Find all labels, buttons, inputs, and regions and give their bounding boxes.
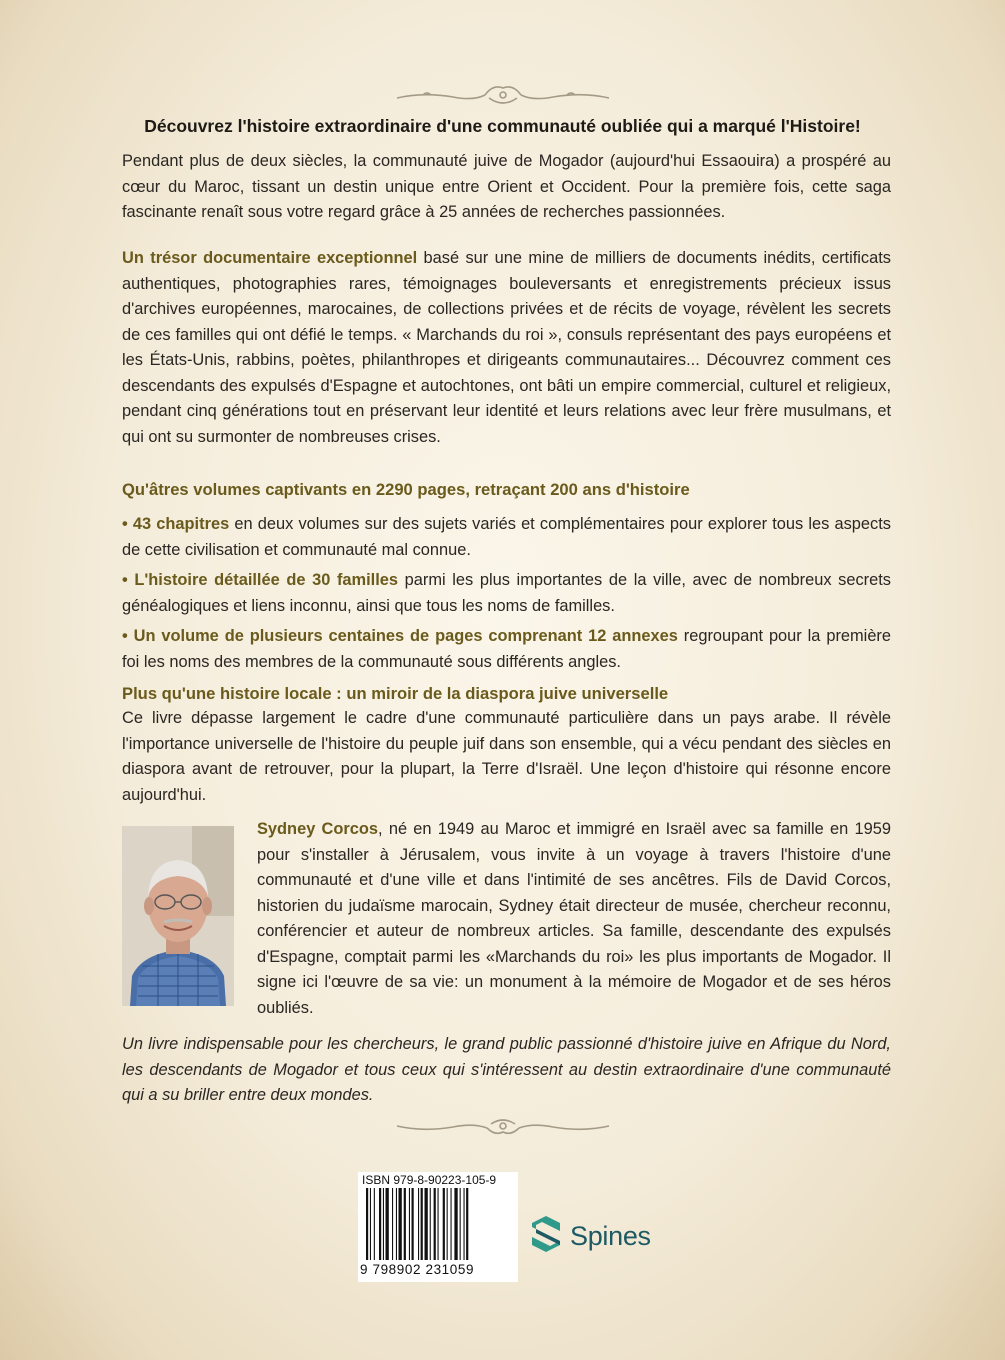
diaspora-paragraph: Ce livre dépasse largement le cadre d'une communauté particulière dans un pays arabe. Il révèle l'importance universelle de l'histoire du peuple juif dans son ensemble, qui a vécu pendant des siècles en diaspora avant de retrouver, pour la plupart, la Terre d'Israël. Une leçon d'histoire qui résonne encore aujourd'hui. [122,709,891,804]
volumes-heading: Qu'âtres volumes captivants en 2290 pages, retraçant 200 ans d'histoire [122,480,690,499]
bottom-ornament [0,1114,1005,1142]
publisher-logo [528,1216,651,1256]
bullet-chapitres [122,512,891,563]
diaspora-heading: Plus qu'une histoire locale : un miroir de la diaspora juive universelle [122,684,669,703]
bullet-lead: • L'histoire détaillée de 30 familles [122,571,399,589]
isbn-label: ISBN 979-8-90223-105-9 [362,1173,497,1187]
bullet-annexes [122,624,891,675]
barcode-digits: 9 798902 231059 [360,1262,475,1277]
tresor-text: basé sur une mine de milliers de documents inédits, certificats authentiques, photographies rares, témoignages bouleversants et enregistrements précieux issus d'archives européennes, marocaines, de collections privées et de récits de voyage, révèlent les secrets de ces familles qui ont défié le temps. « Marchands du roi », consuls représentant des pays européens et les États-Unis, rabbins, poètes, philanthropes et dirigeants communautaires... Découvrez comment ces descendants des expulsés d'Espagne et autochtones, ont bâti un empire commercial, culturel et religieux, pendant cinq générations tout en préservant leur identité et leurs relations avec leur frère musulmans, et qui ont su surmonter de nombreuses crises. [122,249,891,446]
intro-paragraph: Pendant plus de deux siècles, la communauté juive de Mogador (aujourd'hui Essaouira) a prospéré au cœur du Maroc, tissant un destin unique entre Orient et Occident. Pour la première fois, cette saga fascinante renaît sous votre regard grâce à 25 années de recherches passionnées. [122,152,891,221]
author-bio [257,817,891,1021]
author-name: Sydney Corcos [257,820,379,838]
tresor-paragraph [122,246,891,450]
top-ornament [0,82,1005,110]
bullet-lead: • Un volume de plusieurs centaines de pages comprenant 12 annexes [122,627,678,645]
author-photo [122,826,234,1006]
spines-logo-icon [528,1214,564,1259]
bullet-familles [122,568,891,619]
isbn-barcode [358,1172,518,1282]
bullet-text: regroupant pour la première foi les noms des membres de la communauté sous différents angles. [122,627,892,671]
publisher-name: Spines [570,1220,651,1251]
bullet-lead: • 43 chapitres [122,515,230,533]
bullet-text: parmi les plus importantes de la ville, avec de nombreux secrets généalogiques et liens inconnu, ainsi que tous les noms de familles. [122,571,891,615]
bullet-text: en deux volumes sur des sujets variés et complémentaires pour explorer tous les aspects de cette civilisation et communauté mal connue. [122,515,891,559]
tresor-lead: Un trésor documentaire exceptionnel [122,249,418,267]
headline: Découvrez l'histoire extraordinaire d'une communauté oubliée qui a marqué l'Histoire! [144,116,861,136]
author-bio-text: , né en 1949 au Maroc et immigré en Israël avec sa famille en 1959 pour s'installer à Jérusalem, vous invite à un voyage à travers l'histoire d'une communauté et d'une ville et dans l'intimité de ses ancêtres. Fils de David Corcos, historien du judaïsme marocain, Sydney était directeur de musée, chercheur reconnu, conférencier et auteur de nombreux articles. Sa famille, descendante des expulsés d'Espagne, comptait parmi les «Marchands du roi» les plus importants de Mogador. Il signe ici l'œuvre de sa vie: un monument à la mémoire de Mogador et de ses héros oubliés. [257,820,891,1017]
closing-paragraph: Un livre indispensable pour les chercheurs, le grand public passionné d'histoire juive en Afrique du Nord, les descendants de Mogador et tous ceux qui s'intéressent au destin extraordinaire d'une communauté qui a su briller entre deux mondes. [122,1035,891,1104]
